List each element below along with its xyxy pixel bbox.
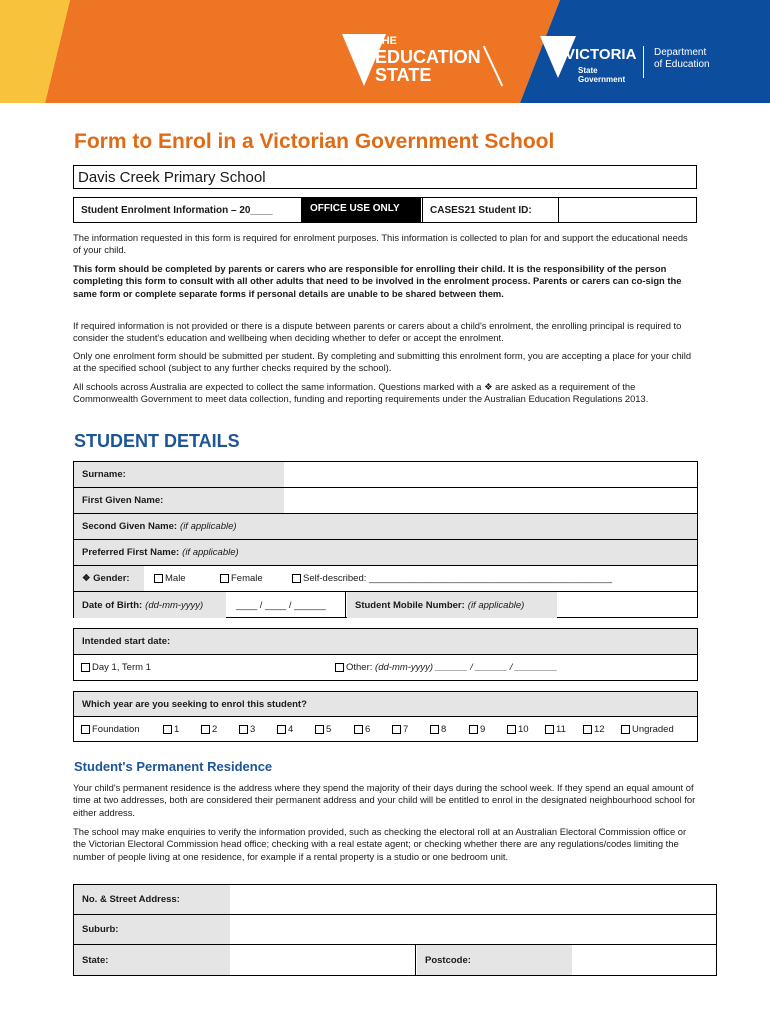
second-name-row (74, 514, 697, 540)
year-option-8[interactable]: 8 (430, 717, 446, 741)
first-name-row (74, 488, 697, 514)
start-date-label: Intended start date: (74, 629, 697, 654)
year-option-3[interactable]: 3 (239, 717, 255, 741)
suburb-row (74, 915, 716, 945)
year-option-12[interactable]: 12 (583, 717, 605, 741)
victoria-logo-subtext: State Government (578, 66, 626, 84)
surname-row (74, 462, 697, 488)
year-question-row (74, 692, 697, 717)
female-checkbox[interactable] (220, 574, 229, 583)
permanent-residence-heading: Student's Permanent Residence (74, 759, 273, 774)
residence-paragraph-2: The school may make enquiries to verify the information provided, such as checking the electoral roll at an Australian Electoral Commission office or the Victorian Electoral Commission head office; checking with a real estate agent; or checking whether there are any regulations/codes limiting the number of people living at one residence, for example if a rental property is a studio or one bedroom unit. (73, 826, 687, 862)
year-option-9[interactable]: 9 (469, 717, 485, 741)
department-name: Department of Education (654, 47, 710, 70)
street-label: No. & Street Address: (74, 885, 230, 914)
intro-paragraph-1: The information requested in this form is required for enrolment purposes. This information is collected to plan for and support the educational needs of your child. (73, 232, 688, 256)
year-7-checkbox[interactable] (392, 725, 401, 734)
state-input[interactable] (230, 945, 416, 975)
cases21-label: CASES21 Student ID: (422, 198, 559, 222)
residence-paragraph-1: Your child's permanent residence is the address where they spend the majority of their days during the school week. If they spend an equal amount of time at two addresses, both are considered their permanent address and your child will be entitled to enrol in the designated neighbourhood school for either address. (73, 782, 696, 818)
postcode-input[interactable] (572, 945, 716, 975)
intro-paragraph-5: All schools across Australia are expected to collect the same information. Questions marked with a ❖ are asked as a requirement of the Commonwealth Government to meet data collection, funding and reporting requirements under the Australian Education Regulations 2013. (73, 381, 649, 405)
year-8-checkbox[interactable] (430, 725, 439, 734)
victoria-logo-text: VICTORIA (565, 46, 637, 63)
intro-paragraph-2: This form should be completed by parents or carers who are responsible for enrolling their child. It is the responsibility of the person completing this form to consult with all other adults that need to be involved in the enrolment process. Parents or carers can co-sign the same form or complete separate forms if personal details are unable to be shared between them. (73, 263, 682, 299)
state-row (74, 945, 716, 975)
enrolment-year-label: Student Enrolment Information – 20____ (81, 205, 273, 216)
gender-self-described-option[interactable]: Self-described: ______________________________________________ (292, 566, 612, 591)
first-name-label: First Given Name: (74, 488, 284, 513)
year-11-checkbox[interactable] (545, 725, 554, 734)
header-banner (0, 0, 770, 103)
street-row (74, 885, 716, 915)
year-12-checkbox[interactable] (583, 725, 592, 734)
year-option-5[interactable]: 5 (315, 717, 331, 741)
self-described-checkbox[interactable] (292, 574, 301, 583)
dob-input[interactable]: ____ / ____ / ______ (226, 592, 346, 618)
address-table (73, 884, 717, 976)
year-option-ungraded[interactable]: Ungraded (621, 717, 674, 741)
suburb-label: Suburb: (74, 915, 230, 944)
year-option-7[interactable]: 7 (392, 717, 408, 741)
year-option-2[interactable]: 2 (201, 717, 217, 741)
student-details-table (73, 461, 698, 618)
office-use-label: OFFICE USE ONLY (301, 197, 421, 223)
gender-label: ❖ Gender: (74, 566, 144, 591)
year-option-11[interactable]: 11 (545, 717, 566, 741)
postcode-label: Postcode: (417, 945, 572, 975)
preferred-name-label[interactable]: Preferred First Name: (if applicable) (74, 540, 697, 565)
suburb-input[interactable] (230, 915, 716, 944)
year-ungraded-checkbox[interactable] (621, 725, 630, 734)
year-option-4[interactable]: 4 (277, 717, 293, 741)
male-checkbox[interactable] (154, 574, 163, 583)
year-2-checkbox[interactable] (201, 725, 210, 734)
education-state-logo: THE EDUCATION STATE (375, 35, 481, 85)
year-1-checkbox[interactable] (163, 725, 172, 734)
street-input[interactable] (230, 885, 716, 914)
year-option-6[interactable]: 6 (354, 717, 370, 741)
year-9-checkbox[interactable] (469, 725, 478, 734)
year-3-checkbox[interactable] (239, 725, 248, 734)
year-option-foundation[interactable]: Foundation (81, 717, 140, 741)
start-date-header-row (74, 629, 697, 655)
start-date-table (73, 628, 698, 681)
intro-paragraph-4: Only one enrolment form should be submitted per student. By completing and submitting this enrolment form, you are accepting a place for your child at the specified school (subject to any further checks required by the school). (73, 350, 692, 374)
surname-label: Surname: (74, 462, 284, 487)
first-name-input[interactable] (284, 488, 697, 513)
year-options-row (74, 717, 697, 741)
day1-term1-option[interactable]: Day 1, Term 1 (81, 655, 151, 680)
gender-male-option[interactable]: Male (154, 566, 186, 591)
surname-input[interactable] (284, 462, 697, 487)
year-5-checkbox[interactable] (315, 725, 324, 734)
preferred-name-row (74, 540, 697, 566)
page-title: Form to Enrol in a Victorian Government School (74, 130, 555, 153)
dob-row (74, 592, 697, 618)
year-option-10[interactable]: 10 (507, 717, 529, 741)
school-name-field[interactable]: Davis Creek Primary School (73, 165, 697, 189)
year-option-1[interactable]: 1 (163, 717, 179, 741)
year-6-checkbox[interactable] (354, 725, 363, 734)
year-question-label: Which year are you seeking to enrol this student? (74, 692, 697, 716)
intro-paragraph-3: If required information is not provided or there is a dispute between parents or carers about a child's enrolment, the enrolling principal is required to consider the student's education and wellbeing when deciding whether to defer or accept the enrolment. (73, 320, 682, 344)
second-name-label[interactable]: Second Given Name: (if applicable) (74, 514, 697, 539)
day1-checkbox[interactable] (81, 663, 90, 672)
start-date-options-row (74, 655, 697, 680)
mobile-input[interactable] (557, 592, 697, 618)
year-4-checkbox[interactable] (277, 725, 286, 734)
enrolment-info-bar (73, 197, 697, 223)
student-details-heading: STUDENT DETAILS (74, 431, 240, 451)
mobile-label: Student Mobile Number: (if applicable) (347, 592, 557, 618)
year-level-table (73, 691, 698, 742)
year-10-checkbox[interactable] (507, 725, 516, 734)
other-date-checkbox[interactable] (335, 663, 344, 672)
dob-label: Date of Birth: (dd-mm-yyyy) (74, 592, 226, 618)
year-foundation-checkbox[interactable] (81, 725, 90, 734)
gender-female-option[interactable]: Female (220, 566, 263, 591)
state-label: State: (74, 945, 230, 975)
other-date-option[interactable]: Other: (dd-mm-yyyy) ______ / ______ / ________ (335, 655, 557, 680)
gender-row (74, 566, 697, 592)
